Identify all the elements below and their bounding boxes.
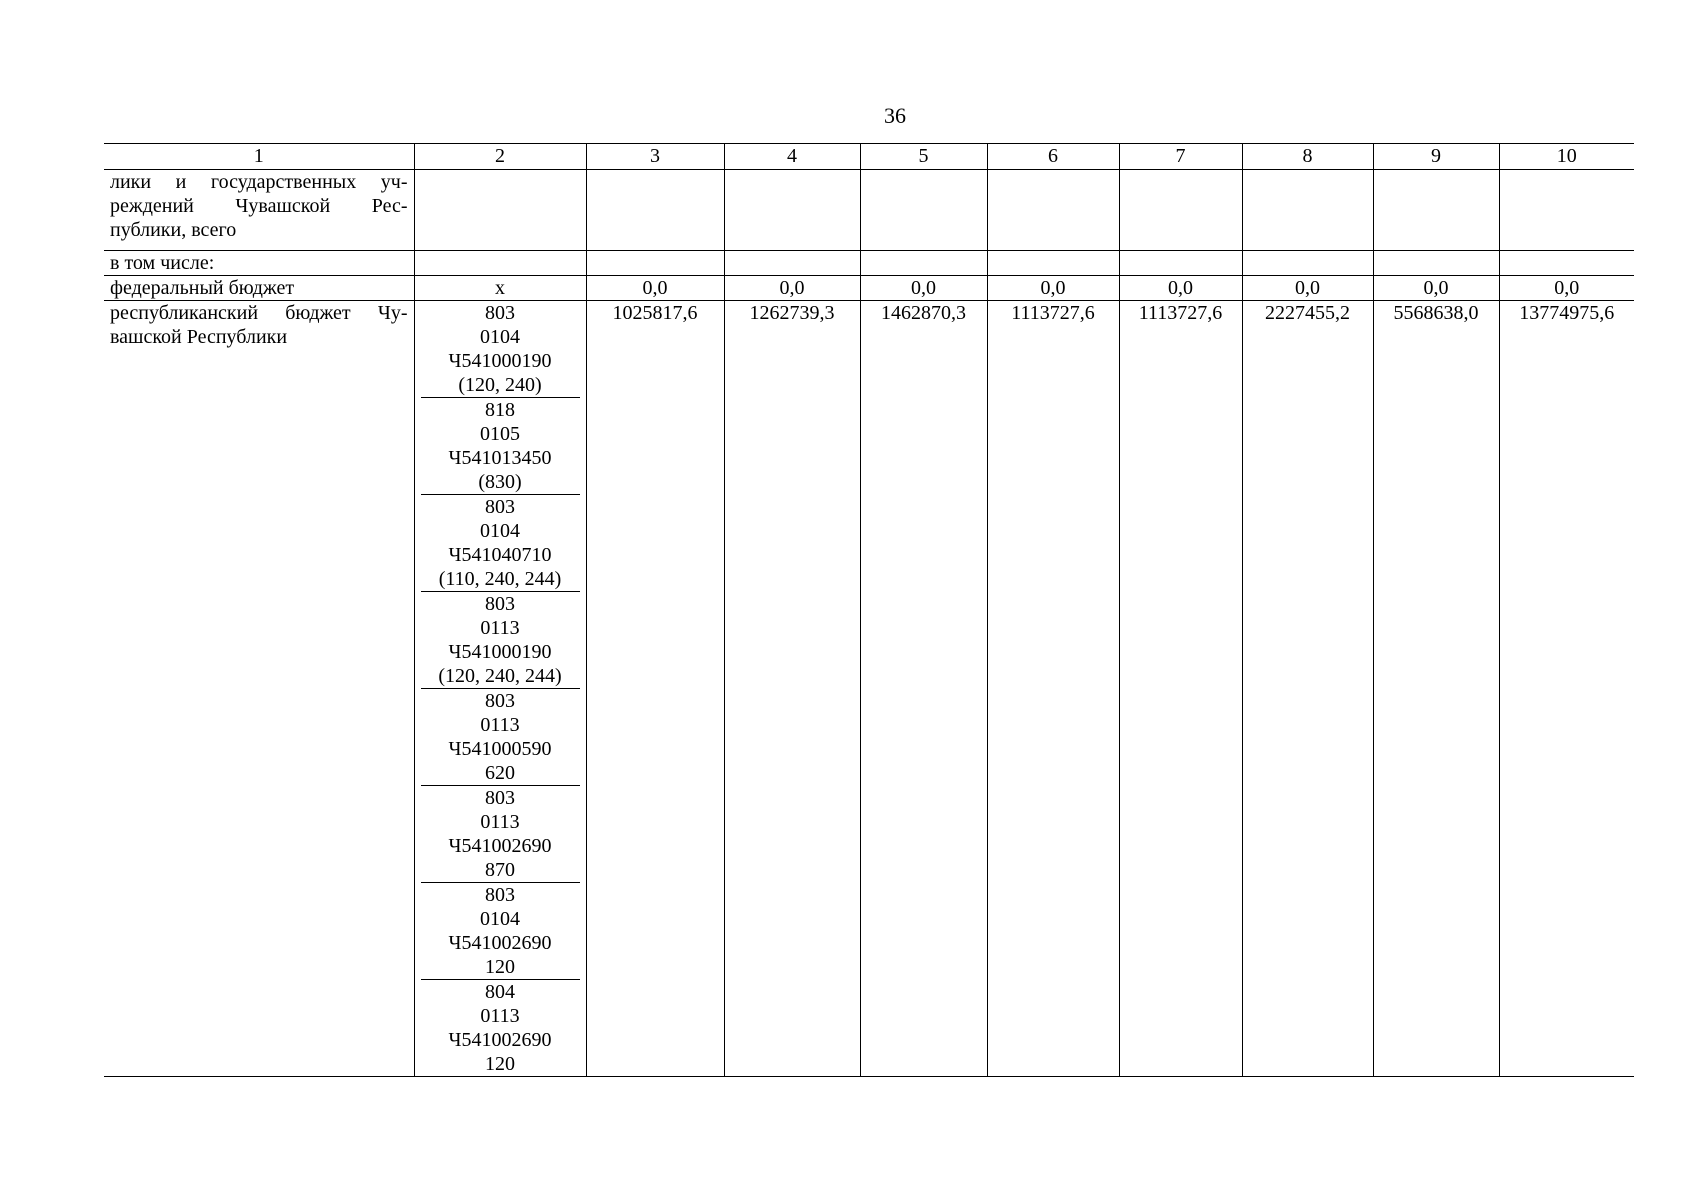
column-header-4: 4 <box>724 144 860 170</box>
value-cell: 1113727,6 <box>987 301 1119 1077</box>
code-line: Ч541002690 <box>448 1029 552 1051</box>
empty-cell <box>860 251 987 276</box>
row-label-including: в том числе: <box>104 251 414 276</box>
column-header-1: 1 <box>104 144 414 170</box>
code-line: Ч541000590 <box>448 738 552 760</box>
budget-code-block <box>421 689 580 786</box>
code-line: Ч541000190 <box>448 641 552 663</box>
code-line: 870 <box>485 859 515 881</box>
table-row-republican <box>104 301 1634 1077</box>
column-header-5: 5 <box>860 144 987 170</box>
empty-cell <box>724 170 860 251</box>
row-label-intro: лики и государственных уч-реждений Чувашской Рес-публики, всего <box>104 170 414 251</box>
code-line: (830) <box>478 471 522 493</box>
empty-cell <box>860 170 987 251</box>
value-cell: 0,0 <box>724 276 860 301</box>
code-line: 120 <box>485 956 515 978</box>
empty-cell <box>1119 170 1242 251</box>
row-label-republican: республиканский бюджет Чу-вашской Республики <box>104 301 414 1077</box>
budget-code-block <box>421 592 580 689</box>
budget-code-block <box>421 398 580 495</box>
code-line: (110, 240, 244) <box>438 568 562 590</box>
code-line: 803 <box>485 302 515 324</box>
table-row-intro <box>104 170 1634 251</box>
code-line: 818 <box>485 399 515 421</box>
code-line: 803 <box>485 496 515 518</box>
page-number: 36 <box>884 103 906 128</box>
value-cell: 0,0 <box>1499 276 1634 301</box>
value-cell: 1462870,3 <box>860 301 987 1077</box>
table-row-including <box>104 251 1634 276</box>
column-header-8: 8 <box>1242 144 1373 170</box>
value-cell: 2227455,2 <box>1242 301 1373 1077</box>
code-line: 803 <box>485 787 515 809</box>
code-line: 0113 <box>480 714 520 736</box>
empty-cell <box>414 170 586 251</box>
empty-cell <box>987 170 1119 251</box>
code-line: (120, 240, 244) <box>438 665 562 687</box>
budget-code-block <box>421 301 580 398</box>
column-header-6: 6 <box>987 144 1119 170</box>
value-cell: 0,0 <box>1373 276 1499 301</box>
code-line: 620 <box>485 762 515 784</box>
empty-cell <box>1373 251 1499 276</box>
value-cell: 1025817,6 <box>586 301 724 1077</box>
code-line: 0104 <box>480 520 520 542</box>
column-header-3: 3 <box>586 144 724 170</box>
code-line: 0105 <box>480 423 520 445</box>
budget-codes-cell <box>414 301 586 1077</box>
code-line: 803 <box>485 690 515 712</box>
column-header-7: 7 <box>1119 144 1242 170</box>
value-cell: 0,0 <box>1119 276 1242 301</box>
code-line: 0113 <box>480 617 520 639</box>
value-cell: 1262739,3 <box>724 301 860 1077</box>
header-row <box>104 144 1634 170</box>
value-cell: 1113727,6 <box>1119 301 1242 1077</box>
code-line: Ч541013450 <box>448 447 552 469</box>
code-line: 0113 <box>480 1005 520 1027</box>
table-row-federal <box>104 276 1634 301</box>
code-line: (120, 240) <box>458 374 542 396</box>
code-line: Ч541000190 <box>448 350 552 372</box>
empty-cell <box>1373 170 1499 251</box>
empty-cell <box>724 251 860 276</box>
budget-code-block <box>421 883 580 980</box>
column-header-10: 10 <box>1499 144 1634 170</box>
value-cell: 5568638,0 <box>1373 301 1499 1077</box>
empty-cell <box>414 251 586 276</box>
empty-cell <box>586 251 724 276</box>
value-cell: 13774975,6 <box>1499 301 1634 1077</box>
code-line: Ч541002690 <box>448 932 552 954</box>
code-line: 803 <box>485 593 515 615</box>
value-cell: 0,0 <box>586 276 724 301</box>
value-cell: 0,0 <box>987 276 1119 301</box>
budget-code-block <box>421 786 580 883</box>
budget-table <box>104 143 1634 1077</box>
budget-code-federal: х <box>414 276 586 301</box>
value-cell: 0,0 <box>1242 276 1373 301</box>
code-line: 0113 <box>480 811 520 833</box>
code-line: 803 <box>485 884 515 906</box>
empty-cell <box>1119 251 1242 276</box>
empty-cell <box>1499 170 1634 251</box>
code-line: Ч541040710 <box>448 544 552 566</box>
column-header-9: 9 <box>1373 144 1499 170</box>
column-header-2: 2 <box>414 144 586 170</box>
empty-cell <box>586 170 724 251</box>
empty-cell <box>1242 251 1373 276</box>
code-line: 0104 <box>480 908 520 930</box>
budget-code-block <box>421 495 580 592</box>
value-cell: 0,0 <box>860 276 987 301</box>
empty-cell <box>987 251 1119 276</box>
code-line: 804 <box>485 981 515 1003</box>
empty-cell <box>1499 251 1634 276</box>
budget-code-block <box>421 980 580 1076</box>
code-line: Ч541002690 <box>448 835 552 857</box>
code-line: 0104 <box>480 326 520 348</box>
row-label-federal: федеральный бюджет <box>104 276 414 301</box>
empty-cell <box>1242 170 1373 251</box>
code-line: 120 <box>485 1053 515 1075</box>
